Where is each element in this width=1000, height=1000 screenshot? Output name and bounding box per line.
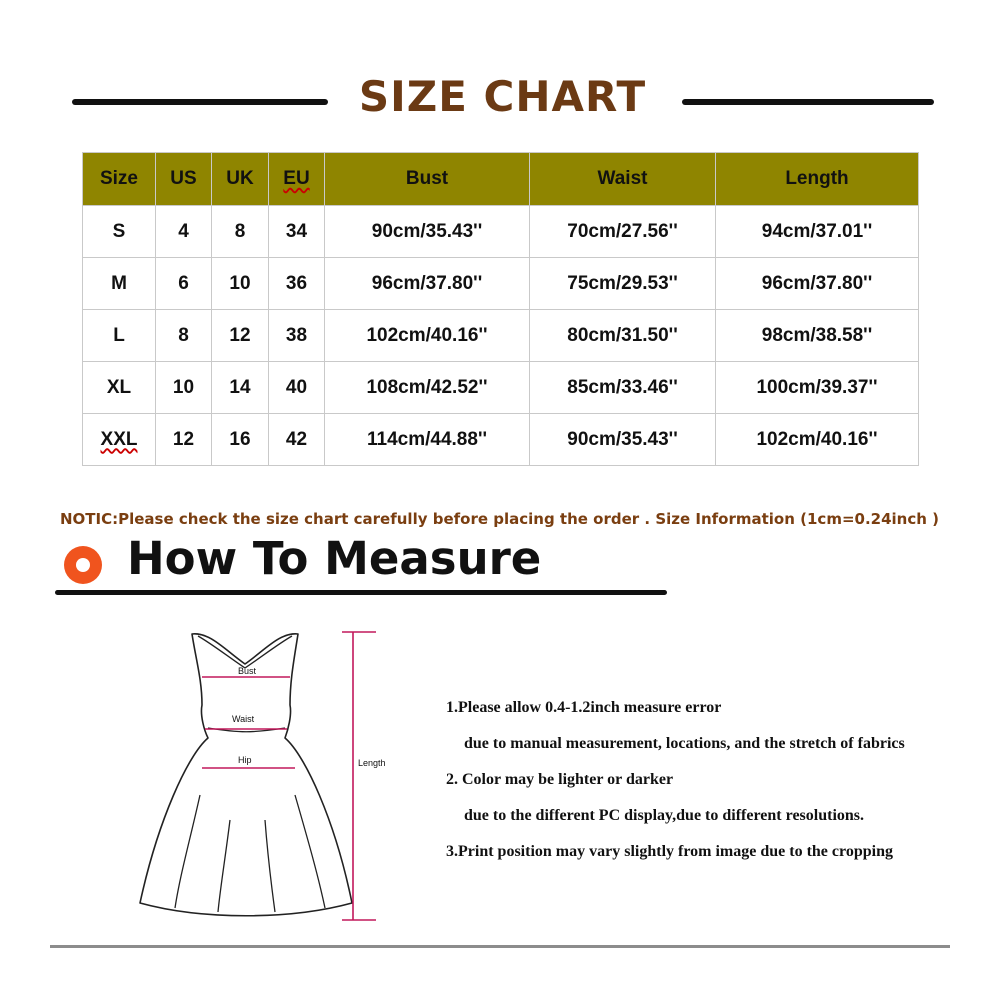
bottom-divider xyxy=(50,945,950,948)
waist-label: Waist xyxy=(232,714,255,724)
table-header-row xyxy=(83,153,919,206)
cell-length: 94cm/37.01'' xyxy=(716,206,919,258)
cell-us: 12 xyxy=(156,414,212,466)
cell-size: XL xyxy=(83,362,156,414)
cell-size xyxy=(83,414,156,466)
measure-title: How To Measure xyxy=(127,532,542,585)
column-header-us: US xyxy=(156,153,212,206)
cell-bust: 96cm/37.80'' xyxy=(325,258,530,310)
cell-waist: 70cm/27.56'' xyxy=(530,206,716,258)
note-line: due to manual measurement, locations, and the stretch of fabrics xyxy=(464,735,905,752)
title-rule-left xyxy=(72,99,328,105)
column-header-size: Size xyxy=(83,153,156,206)
cell-length: 102cm/40.16'' xyxy=(716,414,919,466)
cell-eu: 42 xyxy=(269,414,325,466)
cell-waist: 80cm/31.50'' xyxy=(530,310,716,362)
column-header-uk: UK xyxy=(212,153,269,206)
cell-bust: 114cm/44.88'' xyxy=(325,414,530,466)
table-row xyxy=(83,206,919,258)
title-rule-right xyxy=(682,99,934,105)
cell-length: 100cm/39.37'' xyxy=(716,362,919,414)
cell-uk: 12 xyxy=(212,310,269,362)
cell-size: L xyxy=(83,310,156,362)
note-line: 2. Color may be lighter or darker xyxy=(446,771,674,788)
note-line: 3.Print position may vary slightly from image due to the cropping xyxy=(446,843,893,860)
bust-label: Bust xyxy=(238,666,257,676)
cell-size: S xyxy=(83,206,156,258)
cell-bust: 102cm/40.16'' xyxy=(325,310,530,362)
cell-waist: 85cm/33.46'' xyxy=(530,362,716,414)
cell-bust: 90cm/35.43'' xyxy=(325,206,530,258)
cell-us: 10 xyxy=(156,362,212,414)
measure-title-underline xyxy=(55,590,667,595)
cell-waist: 75cm/29.53'' xyxy=(530,258,716,310)
cell-us: 8 xyxy=(156,310,212,362)
dress-outline xyxy=(140,634,352,916)
length-label: Length xyxy=(358,758,386,768)
cell-eu: 34 xyxy=(269,206,325,258)
column-header-eu xyxy=(269,153,325,206)
dress-measure-diagram xyxy=(130,620,400,930)
measure-notes xyxy=(446,698,905,878)
cell-us: 4 xyxy=(156,206,212,258)
cell-size: M xyxy=(83,258,156,310)
table-row xyxy=(83,310,919,362)
column-header-length: Length xyxy=(716,153,919,206)
circle-bullet-icon xyxy=(64,546,102,584)
column-header-bust: Bust xyxy=(325,153,530,206)
note-line: 1.Please allow 0.4-1.2inch measure error xyxy=(446,699,722,716)
column-header-waist: Waist xyxy=(530,153,716,206)
table-row xyxy=(83,414,919,466)
cell-uk: 8 xyxy=(212,206,269,258)
table-row xyxy=(83,258,919,310)
cell-uk: 14 xyxy=(212,362,269,414)
notice-text: NOTIC:Please check the size chart carefully before placing the order . Size Information (1cm=0.24inch ) xyxy=(60,510,940,528)
table-row xyxy=(83,362,919,414)
cell-size-label: XXL xyxy=(100,428,138,450)
cell-uk: 16 xyxy=(212,414,269,466)
note-line: due to the different PC display,due to different resolutions. xyxy=(464,807,865,824)
cell-eu: 40 xyxy=(269,362,325,414)
size-table xyxy=(82,152,919,466)
hip-label: Hip xyxy=(238,755,252,765)
cell-length: 96cm/37.80'' xyxy=(716,258,919,310)
cell-bust: 108cm/42.52'' xyxy=(325,362,530,414)
cell-eu: 38 xyxy=(269,310,325,362)
cell-length: 98cm/38.58'' xyxy=(716,310,919,362)
column-header-eu-label: EU xyxy=(283,168,310,189)
page-title: SIZE CHART xyxy=(358,72,647,121)
cell-us: 6 xyxy=(156,258,212,310)
cell-waist: 90cm/35.43'' xyxy=(530,414,716,466)
cell-uk: 10 xyxy=(212,258,269,310)
cell-eu: 36 xyxy=(269,258,325,310)
